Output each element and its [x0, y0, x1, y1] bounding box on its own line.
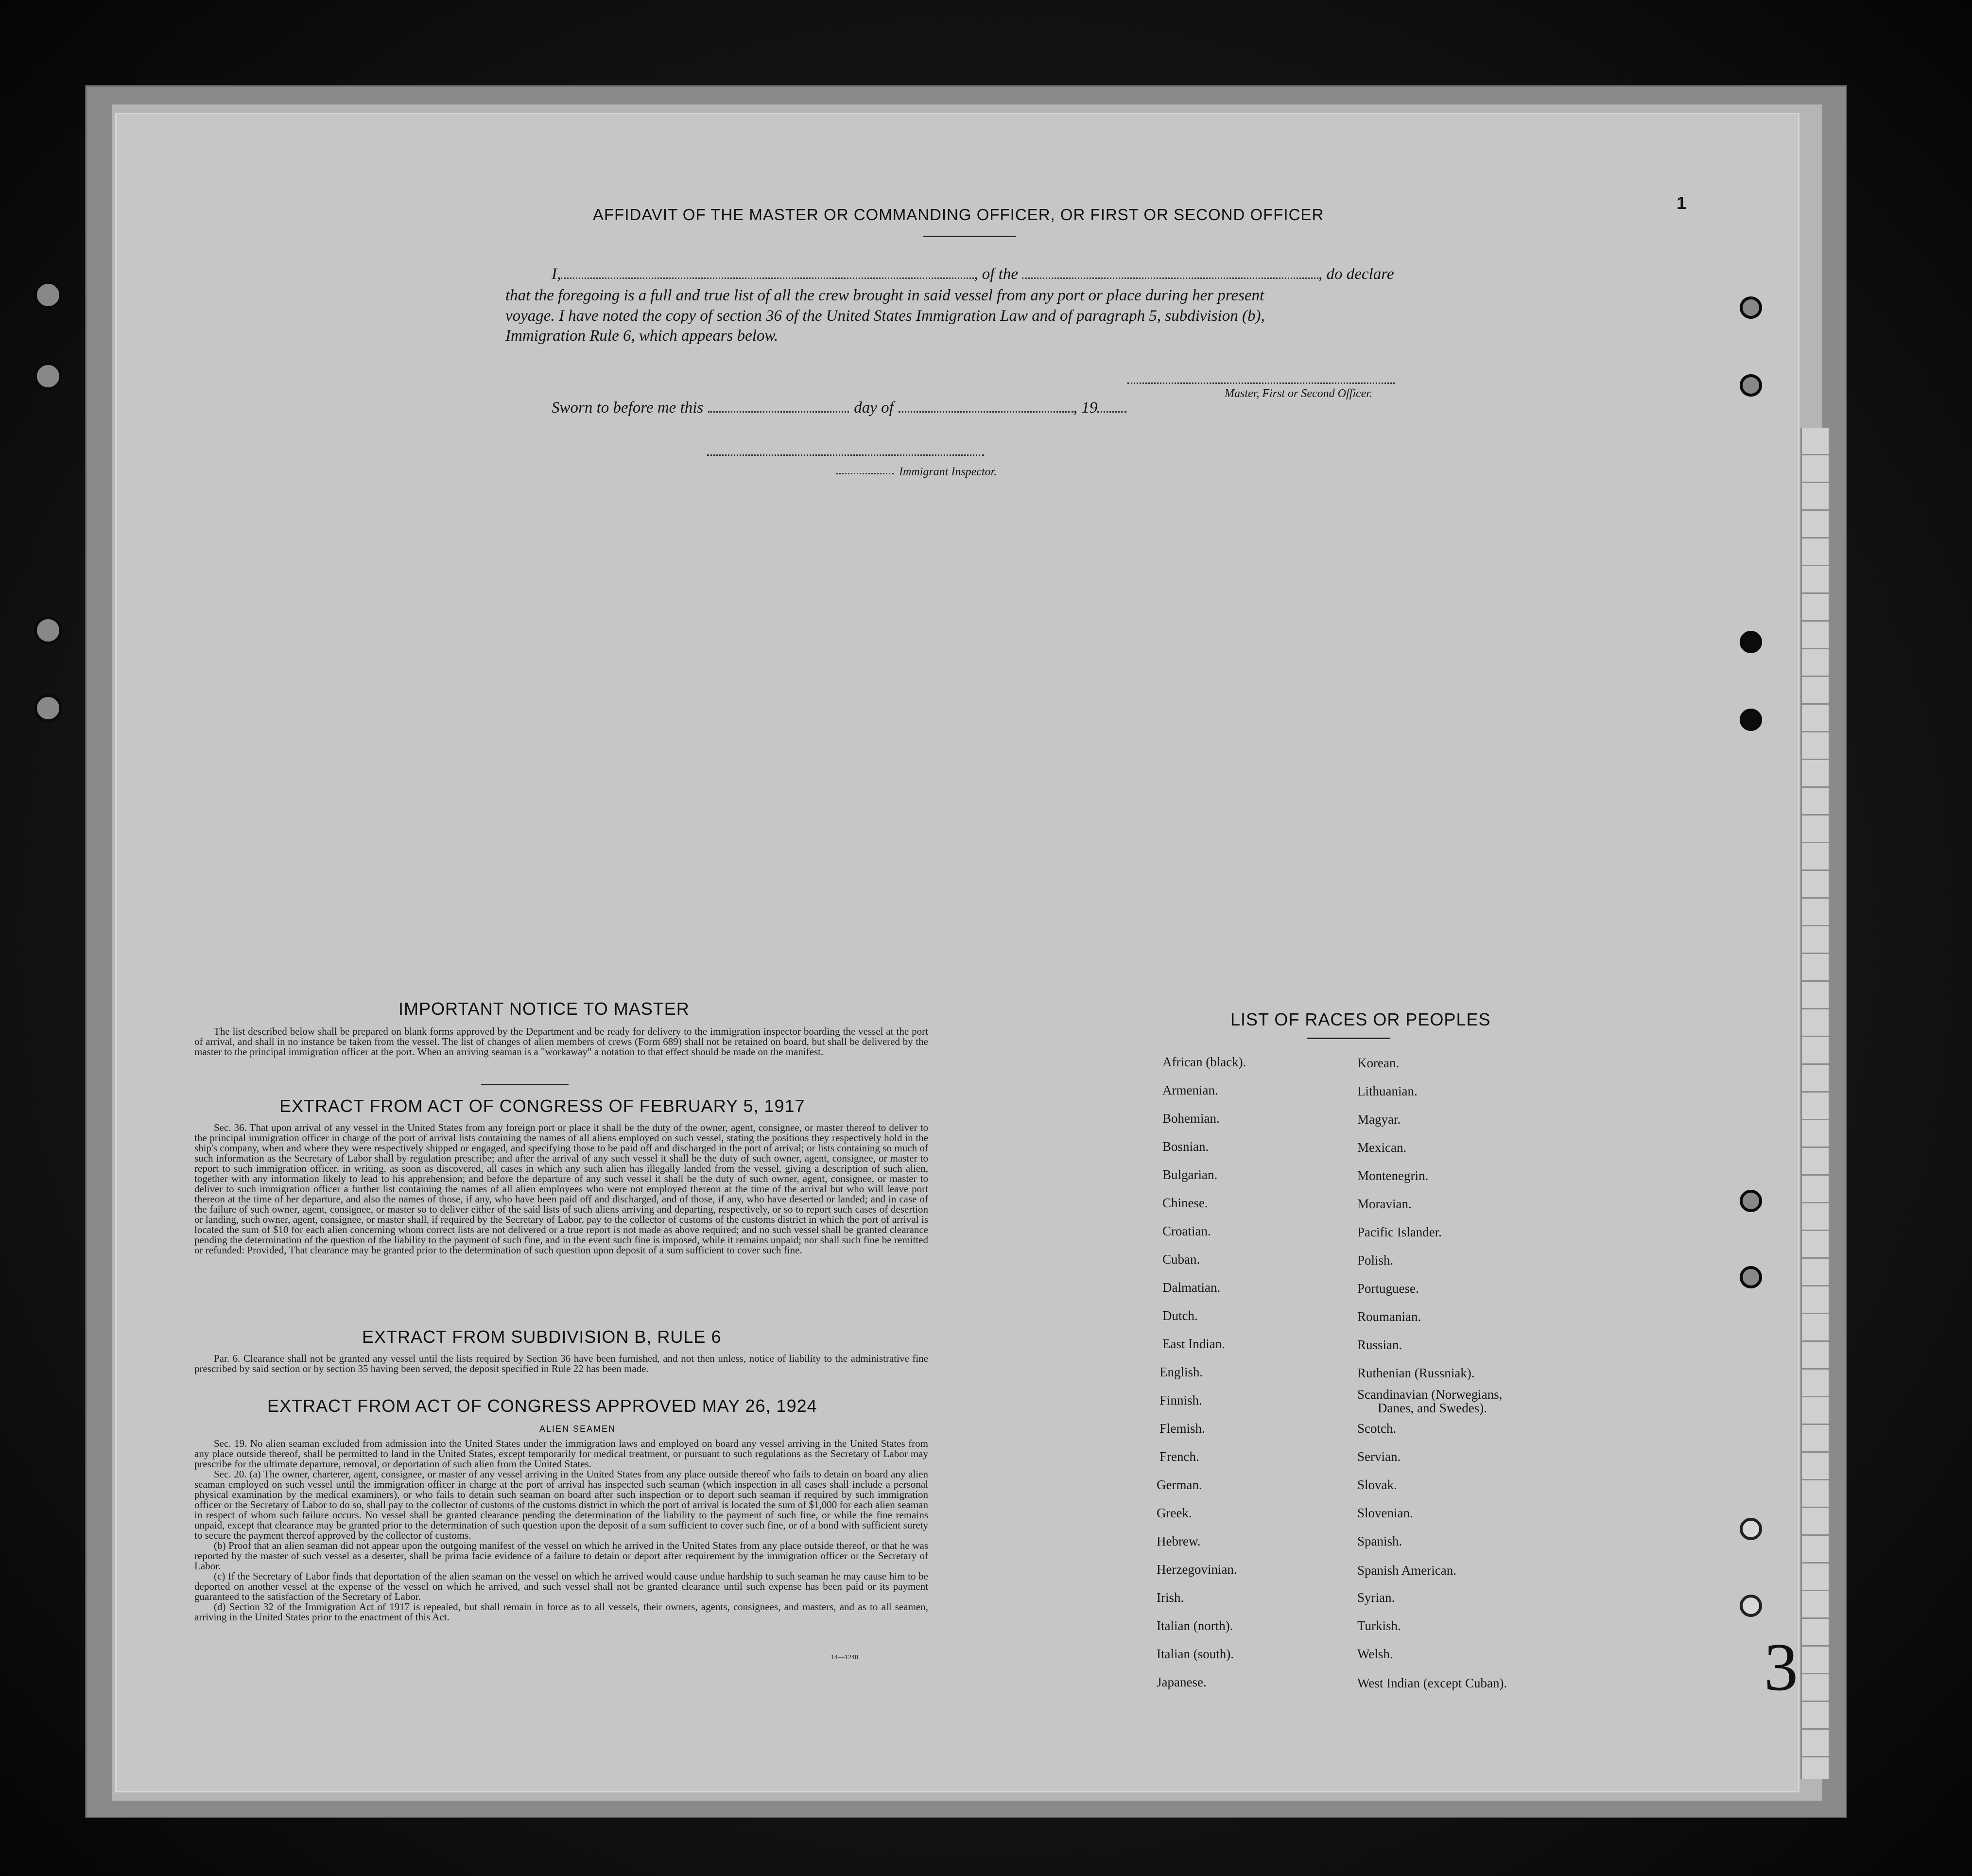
race-right-item: Slovak. — [1357, 1477, 1397, 1492]
binder-hole-icon — [34, 694, 62, 722]
race-right-item: Syrian. — [1357, 1590, 1395, 1605]
affidavit-do-declare: , do declare — [1318, 265, 1394, 283]
race-left-item: African (black). — [1162, 1055, 1246, 1069]
race-right-item: Welsh. — [1357, 1647, 1393, 1661]
race-left-item: Croatian. — [1162, 1224, 1211, 1238]
affidavit-of-the: , of the — [974, 265, 1018, 283]
ruled-edge-strip — [1800, 428, 1829, 1779]
binder-hole-icon — [1740, 1190, 1762, 1212]
race-right-item: Polish. — [1357, 1253, 1394, 1268]
race-left-item: Italian (south). — [1157, 1647, 1234, 1661]
race-right-item: Spanish American. — [1357, 1563, 1456, 1578]
corner-handwritten-mark: 3 — [1764, 1630, 1798, 1705]
race-left-item: Chinese. — [1162, 1196, 1208, 1210]
binder-hole-icon — [1740, 1595, 1762, 1617]
paragraph-6-text: Par. 6. Clearance shall not be granted any vessel until the lists required by Section 36 have been furnished, and not then unless, notice of liability to the administrative fine prescribed by said section or by section 35 having been served, the deposit specified in Rule 22 has been made. — [194, 1353, 928, 1374]
race-right-item: Magyar. — [1357, 1112, 1401, 1127]
inspector-signature-line — [707, 454, 984, 456]
race-left-item: Armenian. — [1162, 1083, 1218, 1097]
race-right-item: Montenegrin. — [1357, 1168, 1429, 1183]
race-right-item: Slovenian. — [1357, 1506, 1413, 1520]
race-right-item: Moravian. — [1357, 1197, 1412, 1211]
day-of-label: day of — [854, 399, 894, 417]
day-blank — [708, 399, 849, 413]
notice-body — [194, 1026, 928, 1057]
race-right-item: Russian. — [1357, 1338, 1402, 1352]
race-right-item: Turkish. — [1357, 1618, 1401, 1633]
race-right-item: West Indian (except Cuban). — [1357, 1676, 1507, 1690]
race-left-item: Bosnian. — [1162, 1139, 1209, 1154]
extract-1917-body — [194, 1123, 928, 1255]
race-right-item: Spanish. — [1357, 1534, 1402, 1548]
year-blank — [1097, 399, 1126, 413]
master-signature-line — [1127, 382, 1395, 384]
race-left-item: Dalmatian. — [1162, 1280, 1221, 1295]
race-left-item: Herzegovinian. — [1157, 1562, 1237, 1577]
section-20c-text: (c) If the Secretary of Labor finds that deportation of the alien seaman on the vessel on which he arrived would cause undue hardship to such seaman he may cause him to be deported on another vessel at the expense of the vessel on which he arrived, and such vessel shall not be granted clearance until such expense has been paid or its payment guaranteed to the satisfaction of the Secretary of Labor. — [194, 1570, 928, 1602]
page-tick-mark: 1 — [1677, 193, 1687, 213]
race-right-item: Servian. — [1357, 1449, 1401, 1464]
section-20b-text: (b) Proof that an alien seaman did not appear upon the outgoing manifest of the vessel on which he arrived in the United States from any place outside thereof, or that he was reported by the master of such vessel as a deserter, shall be prima facie evidence of a failure to detain or deport after requirement by the immigration officer or the Secretary of Labor. — [194, 1540, 928, 1572]
affidavit-line-3: Immigration Rule 6, which appears below. — [505, 327, 778, 345]
race-left-item: German. — [1157, 1477, 1202, 1492]
vessel-blank — [1022, 265, 1318, 279]
inspector-signature-label: Immigrant Inspector. — [899, 466, 997, 478]
section-19-text: Sec. 19. No alien seaman excluded from admission into the United States under the immigration laws and employed on board any vessel arriving in the United States from any place outside thereof, shall be permitted to land in the United States, except temporarily for medical treatment, or pursuant to such regulations as the Secretary of Labor may prescribe for the ultimate departure, removal, or deportation of such alien from the United States. — [194, 1438, 928, 1470]
binder-hole-icon — [1740, 631, 1762, 653]
section-20a-text: Sec. 20. (a) The owner, charterer, agent, consignee, or master of any vessel arriving in the United States from any place outside thereof who fails to detain on board any alien seaman employed on such vessel until the immigration officer in charge at the port of arrival has inspected such seaman (which inspection in all cases shall include a personal physical examination by the medical examiners), or who fails to detain such seaman on board after such inspection or to deport such seaman if required by such immigration officer or the Secretary of Labor to do so, shall pay to the collector of customs of the customs district in which the port of arrival is located the sum of $1,000 for each alien seaman in respect of whom such failure occurs. No vessel shall be granted clearance pending the determination of the liability to the payment of such fine, or while the fine remains unpaid, except that clearance may be granted prior to the determination of such question upon the deposit of a sum sufficient to cover such fine, or of a bond with sufficient surety to secure the payment thereof approved by the collector of customs. — [194, 1468, 928, 1541]
manifest-page — [117, 114, 1798, 1791]
race-right-item: Portuguese. — [1357, 1281, 1419, 1296]
race-left-item: Japanese. — [1157, 1675, 1207, 1689]
race-left-item: Hebrew. — [1157, 1534, 1201, 1548]
binder-hole-icon — [34, 616, 62, 644]
affidavit-line-1: that the foregoing is a full and true list of all the crew brought in said vessel from any port or place during her present — [505, 287, 1264, 304]
race-left-item: English. — [1159, 1365, 1203, 1379]
binder-hole-icon — [1740, 374, 1762, 397]
year-label: , 19 — [1073, 399, 1098, 417]
race-right-item: Pacific Islander. — [1357, 1225, 1442, 1239]
master-signature-label: Master, First or Second Officer. — [1225, 387, 1372, 400]
race-left-item: French. — [1159, 1449, 1199, 1464]
race-left-item: Greek. — [1157, 1506, 1192, 1520]
binder-hole-icon — [34, 362, 62, 390]
binder-hole-icon — [1740, 709, 1762, 731]
race-left-item: East Indian. — [1162, 1337, 1225, 1351]
race-right-item: Ruthenian (Russniak). — [1357, 1366, 1475, 1380]
sworn-label: Sworn to before me this — [552, 399, 704, 417]
race-right-item: Korean. — [1357, 1056, 1400, 1070]
race-right-item: Scotch. — [1357, 1421, 1397, 1436]
race-left-item: Irish. — [1157, 1590, 1184, 1605]
races-title-rule — [1307, 1038, 1390, 1039]
month-blank — [899, 399, 1073, 413]
race-right-item: Roumanian. — [1357, 1309, 1421, 1324]
extract-1924-title: EXTRACT FROM ACT OF CONGRESS APPROVED MAY 26, 1924 — [267, 1396, 817, 1416]
races-title: LIST OF RACES OR PEOPLES — [1230, 1009, 1491, 1029]
affidavit-i-label: I, — [552, 265, 561, 283]
sworn-line — [552, 399, 1126, 417]
extract-rule6-body — [194, 1354, 928, 1374]
race-right-item: Lithuanian. — [1357, 1084, 1418, 1098]
race-left-item: Bulgarian. — [1162, 1167, 1218, 1182]
form-number: 14—1240 — [831, 1654, 858, 1661]
race-left-item: Italian (north). — [1157, 1618, 1233, 1633]
name-blank — [561, 265, 974, 279]
race-left-item: Bohemian. — [1162, 1111, 1220, 1126]
binder-hole-icon — [1740, 1518, 1762, 1540]
inspector-short-line — [836, 473, 894, 474]
affidavit-line-2: voyage. I have noted the copy of section 36 of the United States Immigration Law and of paragraph 5, subdivision (b), — [505, 307, 1265, 325]
extract-1924-body — [194, 1439, 928, 1622]
alien-seamen-subtitle: ALIEN SEAMEN — [539, 1424, 616, 1434]
binder-hole-icon — [1740, 1266, 1762, 1288]
race-left-item: Flemish. — [1159, 1421, 1205, 1436]
section-36-text: Sec. 36. That upon arrival of any vessel in the United States from any foreign port or place it shall be the duty of the owner, agent, consignee, or master thereof to deliver to the principal immigration officer in charge of the port of arrival lists containing the names of all aliens employed on such vessel, stating the positions they respectively hold in the ship's company, when and where they were respectively shipped or engaged, and specifying those to be paid off and discharged in the port of arrival; or lists containing so much of such information as the Secretary of Labor shall by regulation prescribe; and after the arrival of any such vessel it shall be the duty of such owner, agent, consignee, or master to report to such immigration officer, in writing, as soon as discovered, all cases in which any such alien has illegally landed from the vessel, giving a description of such alien, together with any information likely to lead to his apprehension; and before the departure of any such vessel it shall be the duty of such owner, agent, consignee, or master to deliver to such immigration officer a further list containing the names of all alien employees who were not employed thereon at the time of the arrival but who will leave port thereon at the time of her departure, and also the names of those, if any, who have been paid off and discharged, and of those, if any, who have deserted or landed; and in case of the failure of such owner, agent, consignee, or master so to deliver either of the said lists of such aliens arriving and departing, respectively, or so to report such cases of desertion or landing, such owner, agent, consignee, or master shall, if required by the Secretary of Labor, pay to the collector of customs of the customs district in which the port of arrival is located the sum of $10 for each alien concerning whom correct lists are not delivered or a true report is not made as above required; and no such vessel shall be granted clearance pending the determination of the question of the liability to the payment of such fine, and in the event such fine is imposed, while it remains unpaid; nor shall such fine be remitted or refunded: Provided, That clearance may be granted prior to the determination of such question upon deposit of a sum sufficient to cover such fine. — [194, 1122, 928, 1256]
race-left-item: Dutch. — [1162, 1308, 1198, 1323]
affidavit-title: AFFIDAVIT OF THE MASTER OR COMMANDING OFFICER, OR FIRST OR SECOND OFFICER — [593, 206, 1324, 224]
affidavit-title-rule — [923, 236, 1016, 237]
race-right-item: Scandinavian (Norwegians, — [1357, 1387, 1503, 1402]
race-left-item: Cuban. — [1162, 1252, 1200, 1267]
notice-text: The list described below shall be prepared on blank forms approved by the Department and be ready for delivery to the immigration inspector boarding the vessel at the port of arrival, and shall in no instance be taken from the vessel. The list of changes of alien members of crews (Form 689) shall not be retained on board, but shall be delivered by the master to the principal immigration officer at the port. When an arriving seaman is a "workaway" a notation to that effect should be made on the manifest. — [194, 1025, 928, 1058]
binder-hole-icon — [34, 281, 62, 309]
notice-divider — [481, 1084, 569, 1085]
race-left-item: Finnish. — [1159, 1393, 1202, 1407]
section-20d-text: (d) Section 32 of the Immigration Act of 1917 is repealed, but shall remain in force as to all vessels, their owners, agents, consignees, and masters, and as to all seamen, arriving in the United States prior to the enactment of this Act. — [194, 1601, 928, 1623]
binder-hole-icon — [1740, 296, 1762, 319]
extract-1917-title: EXTRACT FROM ACT OF CONGRESS OF FEBRUARY 5, 1917 — [279, 1096, 805, 1116]
race-right-item: Mexican. — [1357, 1140, 1407, 1155]
extract-rule6-title: EXTRACT FROM SUBDIVISION B, RULE 6 — [362, 1327, 722, 1347]
notice-title: IMPORTANT NOTICE TO MASTER — [398, 999, 690, 1019]
race-right-item-continued: Danes, and Swedes). — [1378, 1401, 1487, 1415]
affidavit-declaration-line — [552, 265, 1394, 283]
